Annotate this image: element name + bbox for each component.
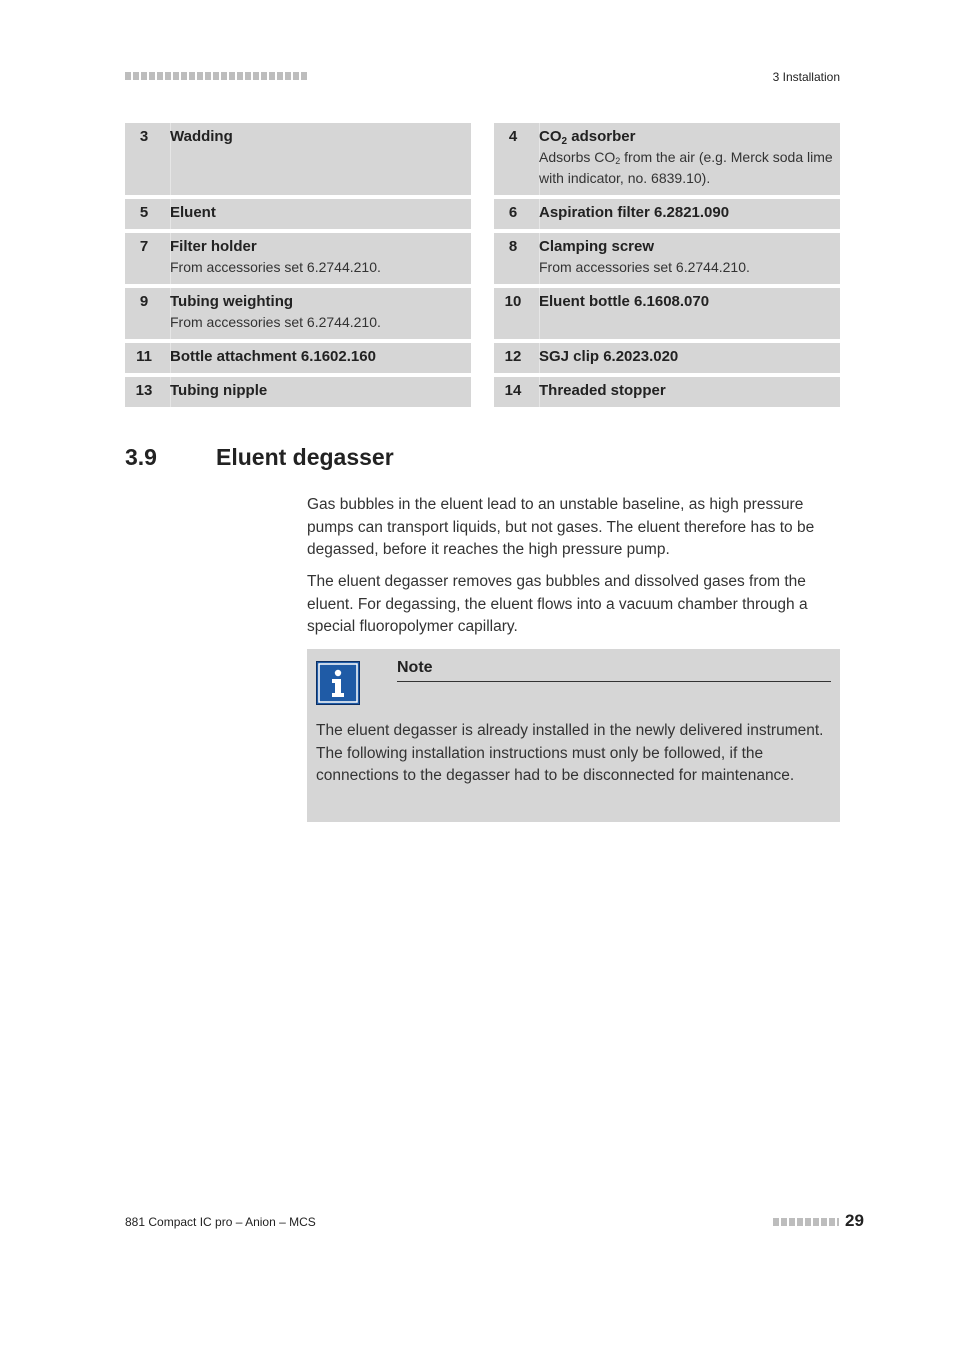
- legend-title: SGJ clip 6.2023.020: [539, 348, 679, 365]
- footer-decoration: [773, 1218, 839, 1226]
- legend-title: Tubing nipple: [170, 382, 268, 399]
- legend-number: 12: [504, 348, 522, 365]
- legend-number: 13: [135, 382, 153, 399]
- legend-title: Wadding: [170, 128, 233, 145]
- note-text: The eluent degasser is already installed in the newly delivered instrument. The following installation instructions must only be followed, if the connections to the degasser had to be disconnected for maintenance.: [316, 722, 824, 785]
- legend-title: Clamping screw: [539, 238, 655, 255]
- legend-item-9: [125, 288, 471, 339]
- legend-number: 5: [139, 204, 149, 221]
- legend-number: 9: [139, 293, 149, 310]
- legend-title: Bottle attachment 6.1602.160: [170, 348, 376, 365]
- legend-title: Tubing weighting: [170, 293, 294, 310]
- legend-item-4: [494, 123, 840, 195]
- info-icon: [316, 661, 360, 705]
- legend-item-10: [494, 288, 840, 339]
- legend-title: Filter holder: [170, 238, 257, 255]
- body-paragraph: Gas bubbles in the eluent lead to an unstable baseline, as high pressure pumps can transport liquids, but not gases. The eluent therefore has to be degassed, before it reaches the high pressure pump.: [307, 496, 815, 559]
- legend-description: From accessories set 6.2744.210.: [170, 314, 381, 330]
- legend-number: 14: [504, 382, 522, 399]
- legend-number: 3: [139, 128, 149, 145]
- legend-item-6: [494, 199, 840, 229]
- legend-title: Eluent: [170, 204, 216, 221]
- legend-number: 6: [508, 204, 518, 221]
- legend-item-12: [494, 343, 840, 373]
- page-number: 29: [845, 1211, 864, 1230]
- note-title: Note: [397, 657, 831, 682]
- legend-number: 10: [504, 293, 522, 310]
- footer-document-title: 881 Compact IC pro – Anion – MCS: [125, 1215, 316, 1229]
- legend-description: Adsorbs $CO_2$ from the air (e.g. Merck soda lime with indicator, no. 6839.10).: [539, 149, 833, 186]
- legend-title: Aspiration filter 6.2821.090: [539, 204, 730, 221]
- legend-number: 11: [136, 348, 152, 365]
- legend-item-11: [125, 343, 471, 373]
- section-title: Eluent degasser: [216, 444, 394, 470]
- legend-item-3: [125, 123, 471, 195]
- body-paragraph: The eluent degasser removes gas bubbles and dissolved gases from the eluent. For degassing, the eluent flows into a vacuum chamber through a special fluoropolymer capillary.: [307, 573, 808, 636]
- section-number: 3.9: [125, 444, 157, 470]
- section-heading: [125, 444, 394, 471]
- legend-title: Threaded stopper: [539, 382, 666, 399]
- note-box: [307, 649, 840, 822]
- header-decoration: [125, 72, 307, 80]
- legend-title: $CO_2$ adsorber: [539, 128, 636, 147]
- legend-description: From accessories set 6.2744.210.: [170, 259, 381, 275]
- legend-item-13: [125, 377, 471, 407]
- legend-item-14: [494, 377, 840, 407]
- legend-item-8: [494, 233, 840, 284]
- legend-number: 8: [508, 238, 518, 255]
- legend-item-7: [125, 233, 471, 284]
- legend-description: From accessories set 6.2744.210.: [539, 259, 750, 275]
- legend-number: 4: [508, 128, 518, 145]
- legend-title: Eluent bottle 6.1608.070: [539, 293, 710, 310]
- legend-number: 7: [139, 238, 149, 255]
- legend-item-5: [125, 199, 471, 229]
- header-chapter: 3 Installation: [772, 70, 840, 84]
